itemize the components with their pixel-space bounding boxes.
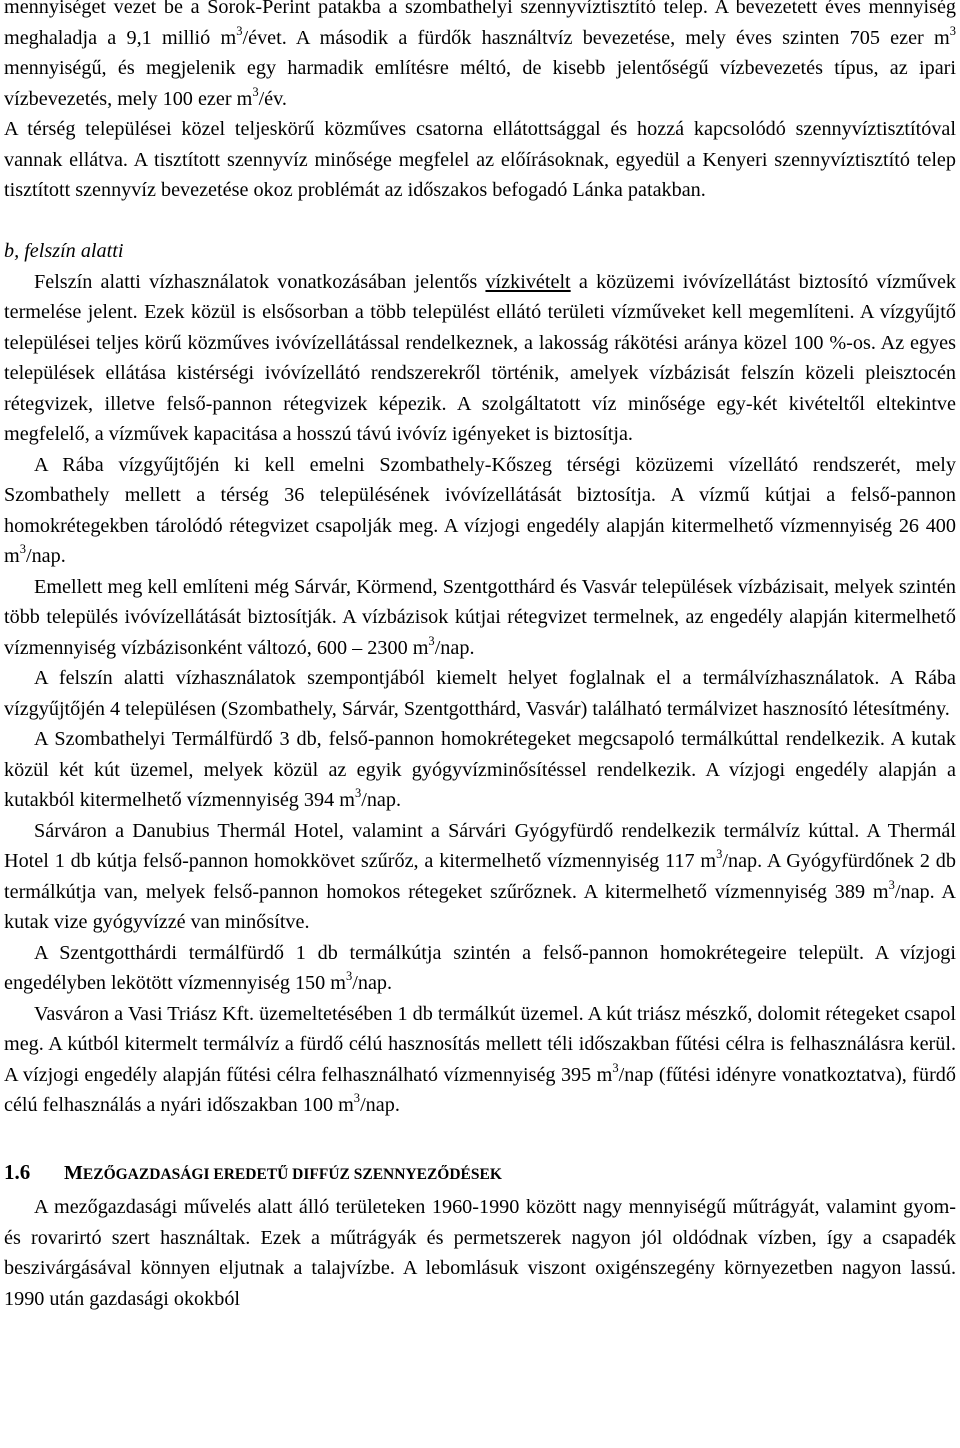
superscript: 3	[19, 541, 26, 556]
spacer	[4, 206, 956, 237]
paragraph-sarvar-thermal	[4, 816, 956, 938]
paragraph-agricultural-pollution: A mezőgazdasági művelés alatt álló területeken 1960-1990 között nagy mennyiségű műtrágyát, valamint gyom- és rovarirtó szert használtak. Ezek a műtrágyák és permetszerek nagyon jól oldódnak vízben, így a csapadék beszivárgásával könnyen eljutnak a talajvízbe. A lebomlásuk viszont oxigénszegény környezetben nagyon lassú. 1990 után gazdasági okokból	[4, 1196, 956, 1310]
paragraph-thermal-water: A felszín alatti vízhasználatok szempontjából kiemelt helyet foglalnak el a termálvízhasználatok. A Rába vízgyűjtőjén 4 településen (Szombathely, Sárvár, Szentgotthárd, Vasvár) található termálvizet hasznosító létesítmény.	[4, 667, 956, 720]
section-title-rest: EZŐGAZDASÁGI EREDETŰ DIFFÚZ SZENNYEZŐDÉSEK	[82, 1166, 502, 1183]
section-title-initial: M	[64, 1162, 83, 1184]
text-run: /nap.	[434, 636, 475, 659]
section-number: 1.6	[4, 1160, 31, 1184]
paragraph-vasvar-thermal	[4, 999, 956, 1121]
text-run: mennyiségű, és megjelenik egy harmadik említésre méltó, de kisebb jelentőségű vízbevezetés típus, az ipari vízbevezetés, mely 100 ezer m	[4, 57, 956, 110]
text-run: /év.	[258, 87, 287, 110]
text-run: A Rába vízgyűjtőjén ki kell emelni Szombathely-Kőszeg térségi közüzemi vízellátó rendszerét, mely Szombathely mellett a térség 36 településének ivóvízellátását biztosítja. A vízmű kútjai a felső-pannon homokrétegekben tárolódó rétegvizet csapolják meg. A vízjogi engedély alapján kitermelhető vízmennyiség 26 400 m	[4, 453, 956, 567]
text-run: a közüzemi ivóvízellátást biztosító vízművek termelése jelent. Ezek közül is elsősorban a több települést ellátó területi vízműveket kell megemlíteni. A vízgyűjtő települései teljes körű közműves ivóvízellátással rendelkeznek, a lakosság rákötési aránya közel 100 %-os. Az egyes települések ellátása kistérségi ivóvízellátó rendszerekről történik, amelyek vízbázisát felszín közeli pleisztocén rétegvizek, illetve felső-pannon rétegvizek képezik. A szolgáltatott víz minősége egy-két kivételtől eltekintve megfelelő, a vízművek kapacitása a hosszú távú ivóvíz igényeket is biztosítja.	[4, 270, 956, 445]
paragraph-sewer-coverage: A térség települései közel teljeskörű közműves csatorna ellátottsággal és hozzá kapcsolódó szennyvíztisztítóval vannak ellátva. A tisztított szennyvíz minősége megfelel az előírásoknak, egyedül a Kenyeri szennyvíztisztító telep tisztított szennyvíz bevezetése okoz problémát az időszakos befogadó Lánka patakban.	[4, 118, 956, 201]
text-run: Sárváron a Danubius Thermál Hotel, valamint a Sárvári Gyógyfürdő rendelkezik termálvíz kúttal. A Thermál Hotel 1 db kútja felső-pannon homokkövet szűrőz, a kitermelhető vízmennyiség 117 m	[4, 819, 956, 872]
text-run: /nap (fűtési idényre vonatkoztatva), fürdő célú felhasználás a nyári időszakban 100 m	[4, 1063, 956, 1116]
superscript: 3	[428, 633, 435, 648]
spacer	[4, 1121, 956, 1152]
paragraph-other-waterbases	[4, 572, 956, 664]
superscript: 3	[716, 846, 723, 861]
superscript: 3	[346, 968, 353, 983]
text-run: /nap. A Gyógyfürdőnek 2 db termálkútja van, melyek felső-pannon homokos rétegeket szűrőznek. A kitermelhető vízmennyiség 389 m	[4, 850, 956, 903]
paragraph-szombathely-thermal	[4, 724, 956, 816]
underlined-term: vízkivételt	[485, 270, 571, 293]
text-run: /nap.	[360, 1094, 400, 1116]
text-run: /nap.	[361, 789, 402, 811]
subheading-groundwater: b, felszín alatti	[4, 240, 124, 262]
text-run: Vasváron a Vasi Triász Kft. üzemeltetésében 1 db termálkút üzemel. A kút triász mészkő, dolomit rétegeket csapol meg. A kútból kitermelt termálvíz a fürdő célú hasznosítás mellett téli időszakban fűtési célra is felhasználásra kerül. A vízjogi engedély alapján fűtési célra felhasználható vízmennyiség 395 m	[4, 1002, 956, 1086]
superscript: 3	[353, 1090, 361, 1105]
text-run: Emellett meg kell említeni még Sárvár, Körmend, Szentgotthárd és Vasvár települések vízbázisait, melyek szintén több település ivóvízellátását biztosítják. A vízbázisok kútjai rétegvizet termelnek, az engedély alapján kitermelhető vízmennyiség vízbázisonként változó, 600 – 2300 m	[4, 575, 956, 659]
text-run: mennyiséget vezet be a Sorok-Perint patakba a szombathelyi szennyvíztisztító telep. A bevezetett éves mennyiség meghaladja a 9,1 millió m	[4, 0, 956, 49]
superscript: 3	[236, 23, 243, 38]
superscript: 3	[612, 1060, 619, 1075]
paragraph-groundwater-use	[4, 267, 956, 450]
superscript: 3	[252, 84, 259, 99]
paragraph-wastewater-discharge	[4, 0, 956, 114]
superscript: 3	[888, 877, 895, 892]
text-run: /nap. A kutak vize gyógyvízzé van minősítve.	[4, 880, 956, 933]
paragraph-szentgotthard-thermal	[4, 938, 956, 999]
section-heading	[4, 1155, 956, 1192]
text-run: Felszín alatti vízhasználatok vonatkozásában jelentős	[34, 270, 486, 293]
text-run: A Szombathelyi Termálfürdő 3 db, felső-pannon homokrétegeket megcsapoló termálkúttal rendelkezik. A kutak közül két kút üzemel, melyek közül az egyik gyógyvízminősítéssel rendelkezik. A vízjogi engedély alapján a kutakból kitermelhető vízmennyiség 394 m	[4, 728, 956, 811]
text-run: /nap.	[25, 545, 66, 567]
text-run: /nap.	[352, 972, 393, 994]
text-run: A Szentgotthárdi termálfürdő 1 db termálkútja szintén a felső-pannon homokrétegeire települt. A vízjogi engedélyben lekötött vízmennyiség 150 m	[4, 941, 956, 994]
superscript: 3	[949, 23, 957, 38]
text-run: /évet. A második a fürdők használtvíz bevezetése, mely éves szinten 705 ezer m	[242, 26, 950, 49]
paragraph-szombathely-waterworks	[4, 450, 956, 572]
superscript: 3	[354, 785, 362, 800]
